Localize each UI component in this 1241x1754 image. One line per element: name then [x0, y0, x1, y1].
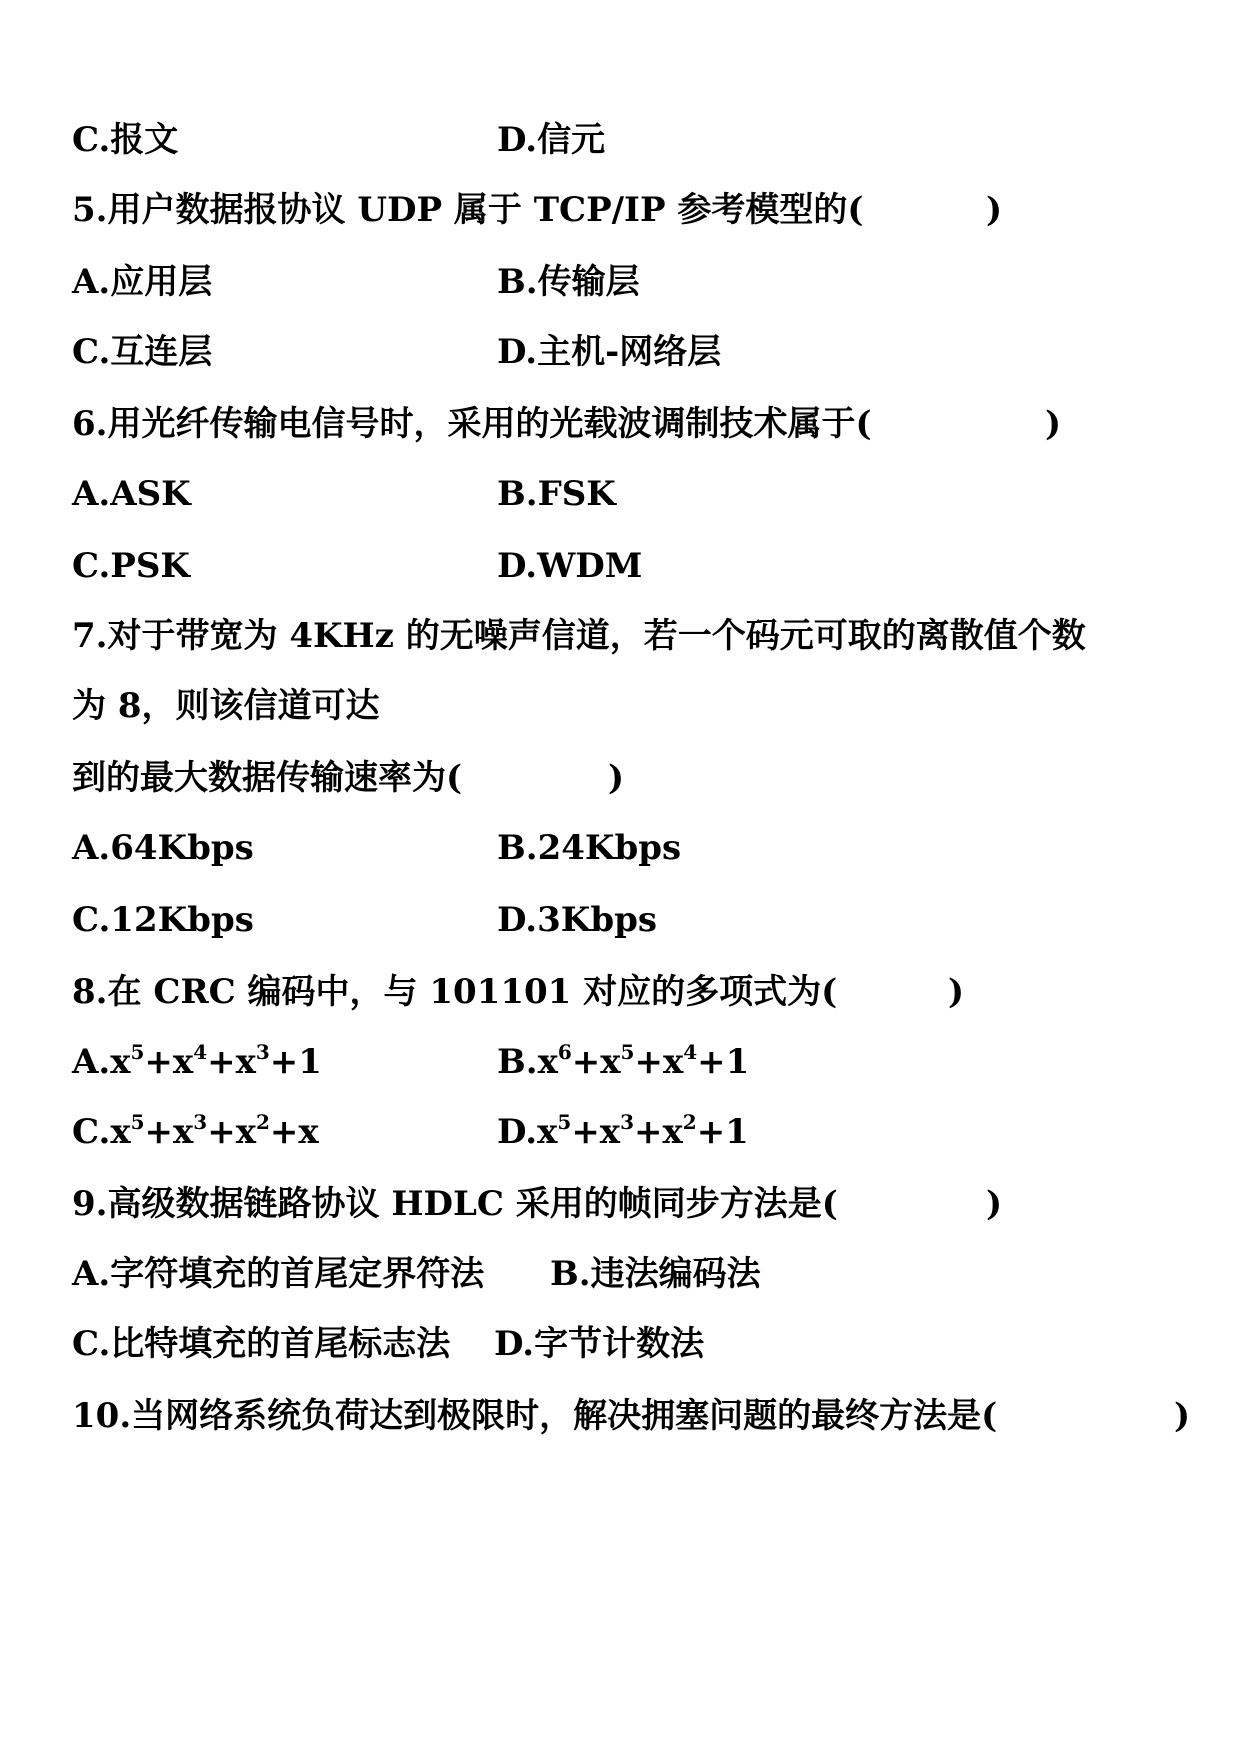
q5-options-ab: [72, 260, 640, 304]
q5-question: [72, 188, 1003, 232]
q10-question-text: 10.当网络系统负荷达到极限时，解决拥塞问题的最终方法是(: [72, 1396, 998, 1436]
q7-question-line3-text: 到的最大数据传输速率为(: [72, 758, 463, 798]
q9-options-ab: [72, 1252, 761, 1296]
q7-option-d: D.3Kbps: [497, 900, 658, 940]
q4-option-d: D.信元: [497, 120, 606, 160]
q7-question-line1: 7.对于带宽为 4KHz 的无噪声信道，若一个码元可取的离散值个数: [72, 616, 1086, 656]
q9-close-paren: ): [986, 1184, 1003, 1224]
q6-option-d: D.WDM: [497, 546, 643, 586]
q9-option-d: D.字节计数法: [494, 1324, 705, 1364]
q7-question-line3: [72, 756, 625, 800]
q5-option-c: C.互连层: [72, 332, 213, 372]
q8-options-ab: [72, 1040, 750, 1084]
q4-options-cd: [72, 118, 606, 162]
q6-option-a: A.ASK: [72, 474, 191, 514]
q7-options-ab: [72, 826, 682, 870]
q5-option-a: A.应用层: [72, 262, 213, 302]
q6-options-ab: [72, 472, 616, 516]
q9-option-b: B.违法编码法: [550, 1254, 761, 1294]
q8-option-a: $A.x^5+x^4+x^3+1$: [72, 1040, 322, 1082]
q8-option-b: $B.x^6+x^5+x^4+1$: [497, 1040, 750, 1082]
q10-question: [72, 1394, 1191, 1438]
q4-option-c: C.报文: [72, 120, 179, 160]
q7-option-a: A.64Kbps: [72, 828, 254, 868]
q5-option-b: B.传输层: [497, 262, 640, 302]
q6-question: [72, 402, 1062, 446]
q8-question-text: 8.在 CRC 编码中，与 101101 对应的多项式为(: [72, 972, 838, 1012]
q6-close-paren: ): [1045, 404, 1062, 444]
q7-option-b: B.24Kbps: [497, 828, 682, 868]
q9-question: [72, 1182, 1003, 1226]
q5-question-text: 5.用户数据报协议 UDP 属于 TCP/IP 参考模型的(: [72, 190, 864, 230]
q7-close-paren: ): [608, 758, 625, 798]
q9-option-a: A.字符填充的首尾定界符法: [72, 1254, 485, 1294]
q10-close-paren: ): [1174, 1396, 1191, 1436]
q6-options-cd: [72, 544, 643, 588]
q5-close-paren: ): [986, 190, 1003, 230]
q7-question-line2: 为 8，则该信道可达: [72, 686, 380, 726]
q5-options-cd: [72, 330, 722, 374]
q8-option-d: $D.x^5+x^3+x^2+1$: [497, 1110, 749, 1152]
q5-option-d: D.主机-网络层: [497, 332, 722, 372]
q9-option-c: C.比特填充的首尾标志法: [72, 1324, 451, 1364]
q9-question-text: 9.高级数据链路协议 HDLC 采用的帧同步方法是(: [72, 1184, 838, 1224]
q8-option-c: $C.x^5+x^3+x^2+x$: [72, 1110, 319, 1152]
q7-option-c: C.12Kbps: [72, 900, 254, 940]
q6-option-b: B.FSK: [497, 474, 616, 514]
q6-question-text: 6.用光纤传输电信号时，采用的光载波调制技术属于(: [72, 404, 872, 444]
q8-options-cd: [72, 1110, 749, 1154]
q8-question: [72, 970, 965, 1014]
q9-options-cd: [72, 1322, 705, 1366]
q7-options-cd: [72, 898, 658, 942]
q8-close-paren: ): [948, 972, 965, 1012]
q6-option-c: C.PSK: [72, 546, 190, 586]
